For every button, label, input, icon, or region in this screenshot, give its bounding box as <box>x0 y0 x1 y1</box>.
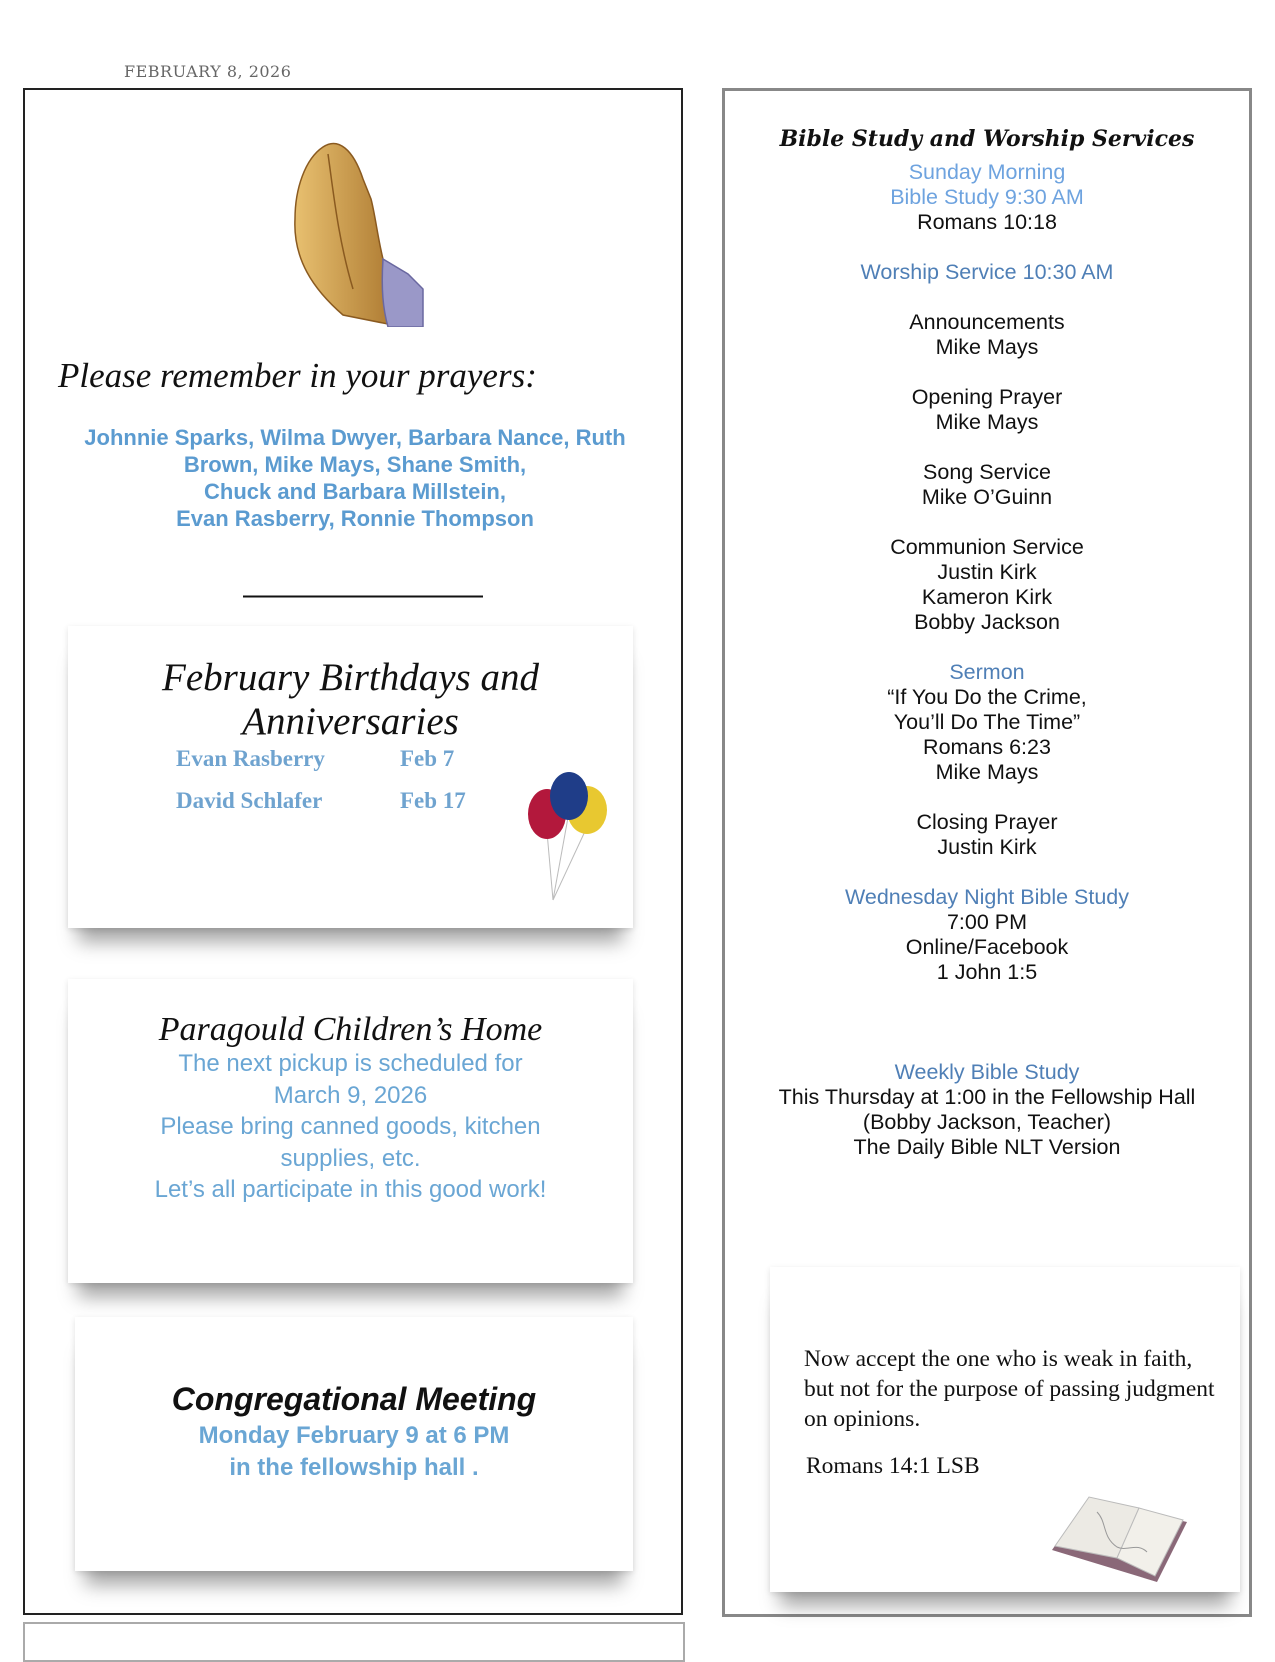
sermon-line: Romans 6:23 <box>923 735 1051 759</box>
birthdays-title <box>68 656 633 744</box>
services-schedule <box>725 160 1249 985</box>
schedule-person: Kameron Kirk <box>921 585 1053 609</box>
detail-line: Let’s all participate in this good work! <box>154 1176 547 1203</box>
sermon-label: Sermon <box>949 660 1025 684</box>
meeting-card <box>75 1317 633 1571</box>
detail-line: supplies, etc. <box>280 1144 421 1172</box>
sermon-line: “If You Do the Crime, <box>887 685 1087 709</box>
bible-study-time: Bible Study 9:30 AM <box>890 185 1084 209</box>
balloons-icon <box>527 772 611 902</box>
detail-line: The next pickup is scheduled for <box>178 1050 523 1077</box>
birthdays-card <box>68 626 633 928</box>
birthdays-title-line: Anniversaries <box>242 700 459 743</box>
verse-card <box>770 1267 1240 1592</box>
schedule-person: Justin Kirk <box>937 835 1037 859</box>
wednesday-line: 1 John 1:5 <box>936 960 1038 984</box>
birthday-name: Evan Rasberry <box>176 746 325 771</box>
schedule-item: Song Service <box>923 460 1051 484</box>
weekly-study <box>725 1060 1249 1160</box>
prayer-list <box>40 424 670 532</box>
schedule-item: Opening Prayer <box>911 385 1063 409</box>
birthday-row <box>176 788 466 814</box>
detail-line: Monday February 9 at 6 PM <box>198 1422 510 1449</box>
sermon-line: You’ll Do The Time” <box>893 710 1081 734</box>
verse-reference: Romans 14:1 LSB <box>806 1453 980 1479</box>
weekly-line: The Daily Bible NLT Version <box>853 1135 1121 1159</box>
childrens-home-details <box>68 1048 633 1206</box>
schedule-person: Bobby Jackson <box>914 610 1060 634</box>
schedule-item: Announcements <box>909 310 1065 334</box>
birthday-date: Feb 7 <box>400 746 455 771</box>
praying-hands-icon <box>283 139 425 327</box>
prayer-names-line: Evan Rasberry, Ronnie Thompson <box>176 506 534 531</box>
childrens-home-card <box>68 979 633 1283</box>
schedule-item: Communion Service <box>890 535 1084 559</box>
worship-service-label: Worship Service 10:30 AM <box>860 260 1114 284</box>
wednesday-line: Online/Facebook <box>905 935 1069 959</box>
schedule-person: Justin Kirk <box>937 560 1037 584</box>
newsletter-date: FEBRUARY 8, 2026 <box>124 62 292 81</box>
weekly-line: (Bobby Jackson, Teacher) <box>862 1110 1112 1134</box>
birthdays-title-line: February Birthdays and <box>162 656 539 699</box>
open-bible-icon <box>1047 1492 1197 1587</box>
detail-line: Please bring canned goods, kitchen <box>160 1113 541 1140</box>
schedule-item: Closing Prayer <box>916 810 1058 834</box>
next-page-frame-edge <box>23 1622 685 1662</box>
schedule-person: Mike O’Guinn <box>921 485 1053 509</box>
birthday-row <box>176 746 455 772</box>
weekly-study-label: Weekly Bible Study <box>894 1060 1080 1084</box>
meeting-details <box>75 1420 633 1484</box>
weekly-line: This Thursday at 1:00 in the Fellowship Hall <box>778 1085 1196 1109</box>
sunday-morning-label: Sunday Morning <box>908 160 1066 184</box>
sermon-line: Mike Mays <box>935 760 1039 784</box>
prayer-names-line: Chuck and Barbara Millstein, <box>204 479 506 504</box>
services-title: Bible Study and Worship Services <box>779 126 1195 152</box>
section-divider: ———————— <box>243 578 483 611</box>
prayer-heading: Please remember in your prayers: <box>58 356 537 395</box>
prayer-names-line: Johnnie Sparks, Wilma Dwyer, Barbara Nance, Ruth <box>84 425 626 450</box>
detail-line: in the fellowship hall . <box>229 1454 479 1481</box>
childrens-home-title: Paragould Children’s Home <box>158 1011 543 1048</box>
wednesday-line: 7:00 PM <box>946 910 1028 934</box>
birthday-date: Feb 17 <box>400 788 466 813</box>
detail-line: March 9, 2026 <box>273 1081 428 1109</box>
bible-study-text: Romans 10:18 <box>917 210 1057 234</box>
prayer-names-line: Brown, Mike Mays, Shane Smith, <box>183 452 527 477</box>
birthday-name: David Schlafer <box>176 788 323 813</box>
schedule-person: Mike Mays <box>935 335 1039 359</box>
wednesday-study-label: Wednesday Night Bible Study <box>844 885 1130 909</box>
meeting-title: Congregational Meeting <box>171 1381 537 1417</box>
verse-text: Now accept the one who is weak in faith, but not for the purpose of passing judgment on opinions. <box>804 1346 1215 1432</box>
schedule-person: Mike Mays <box>935 410 1039 434</box>
